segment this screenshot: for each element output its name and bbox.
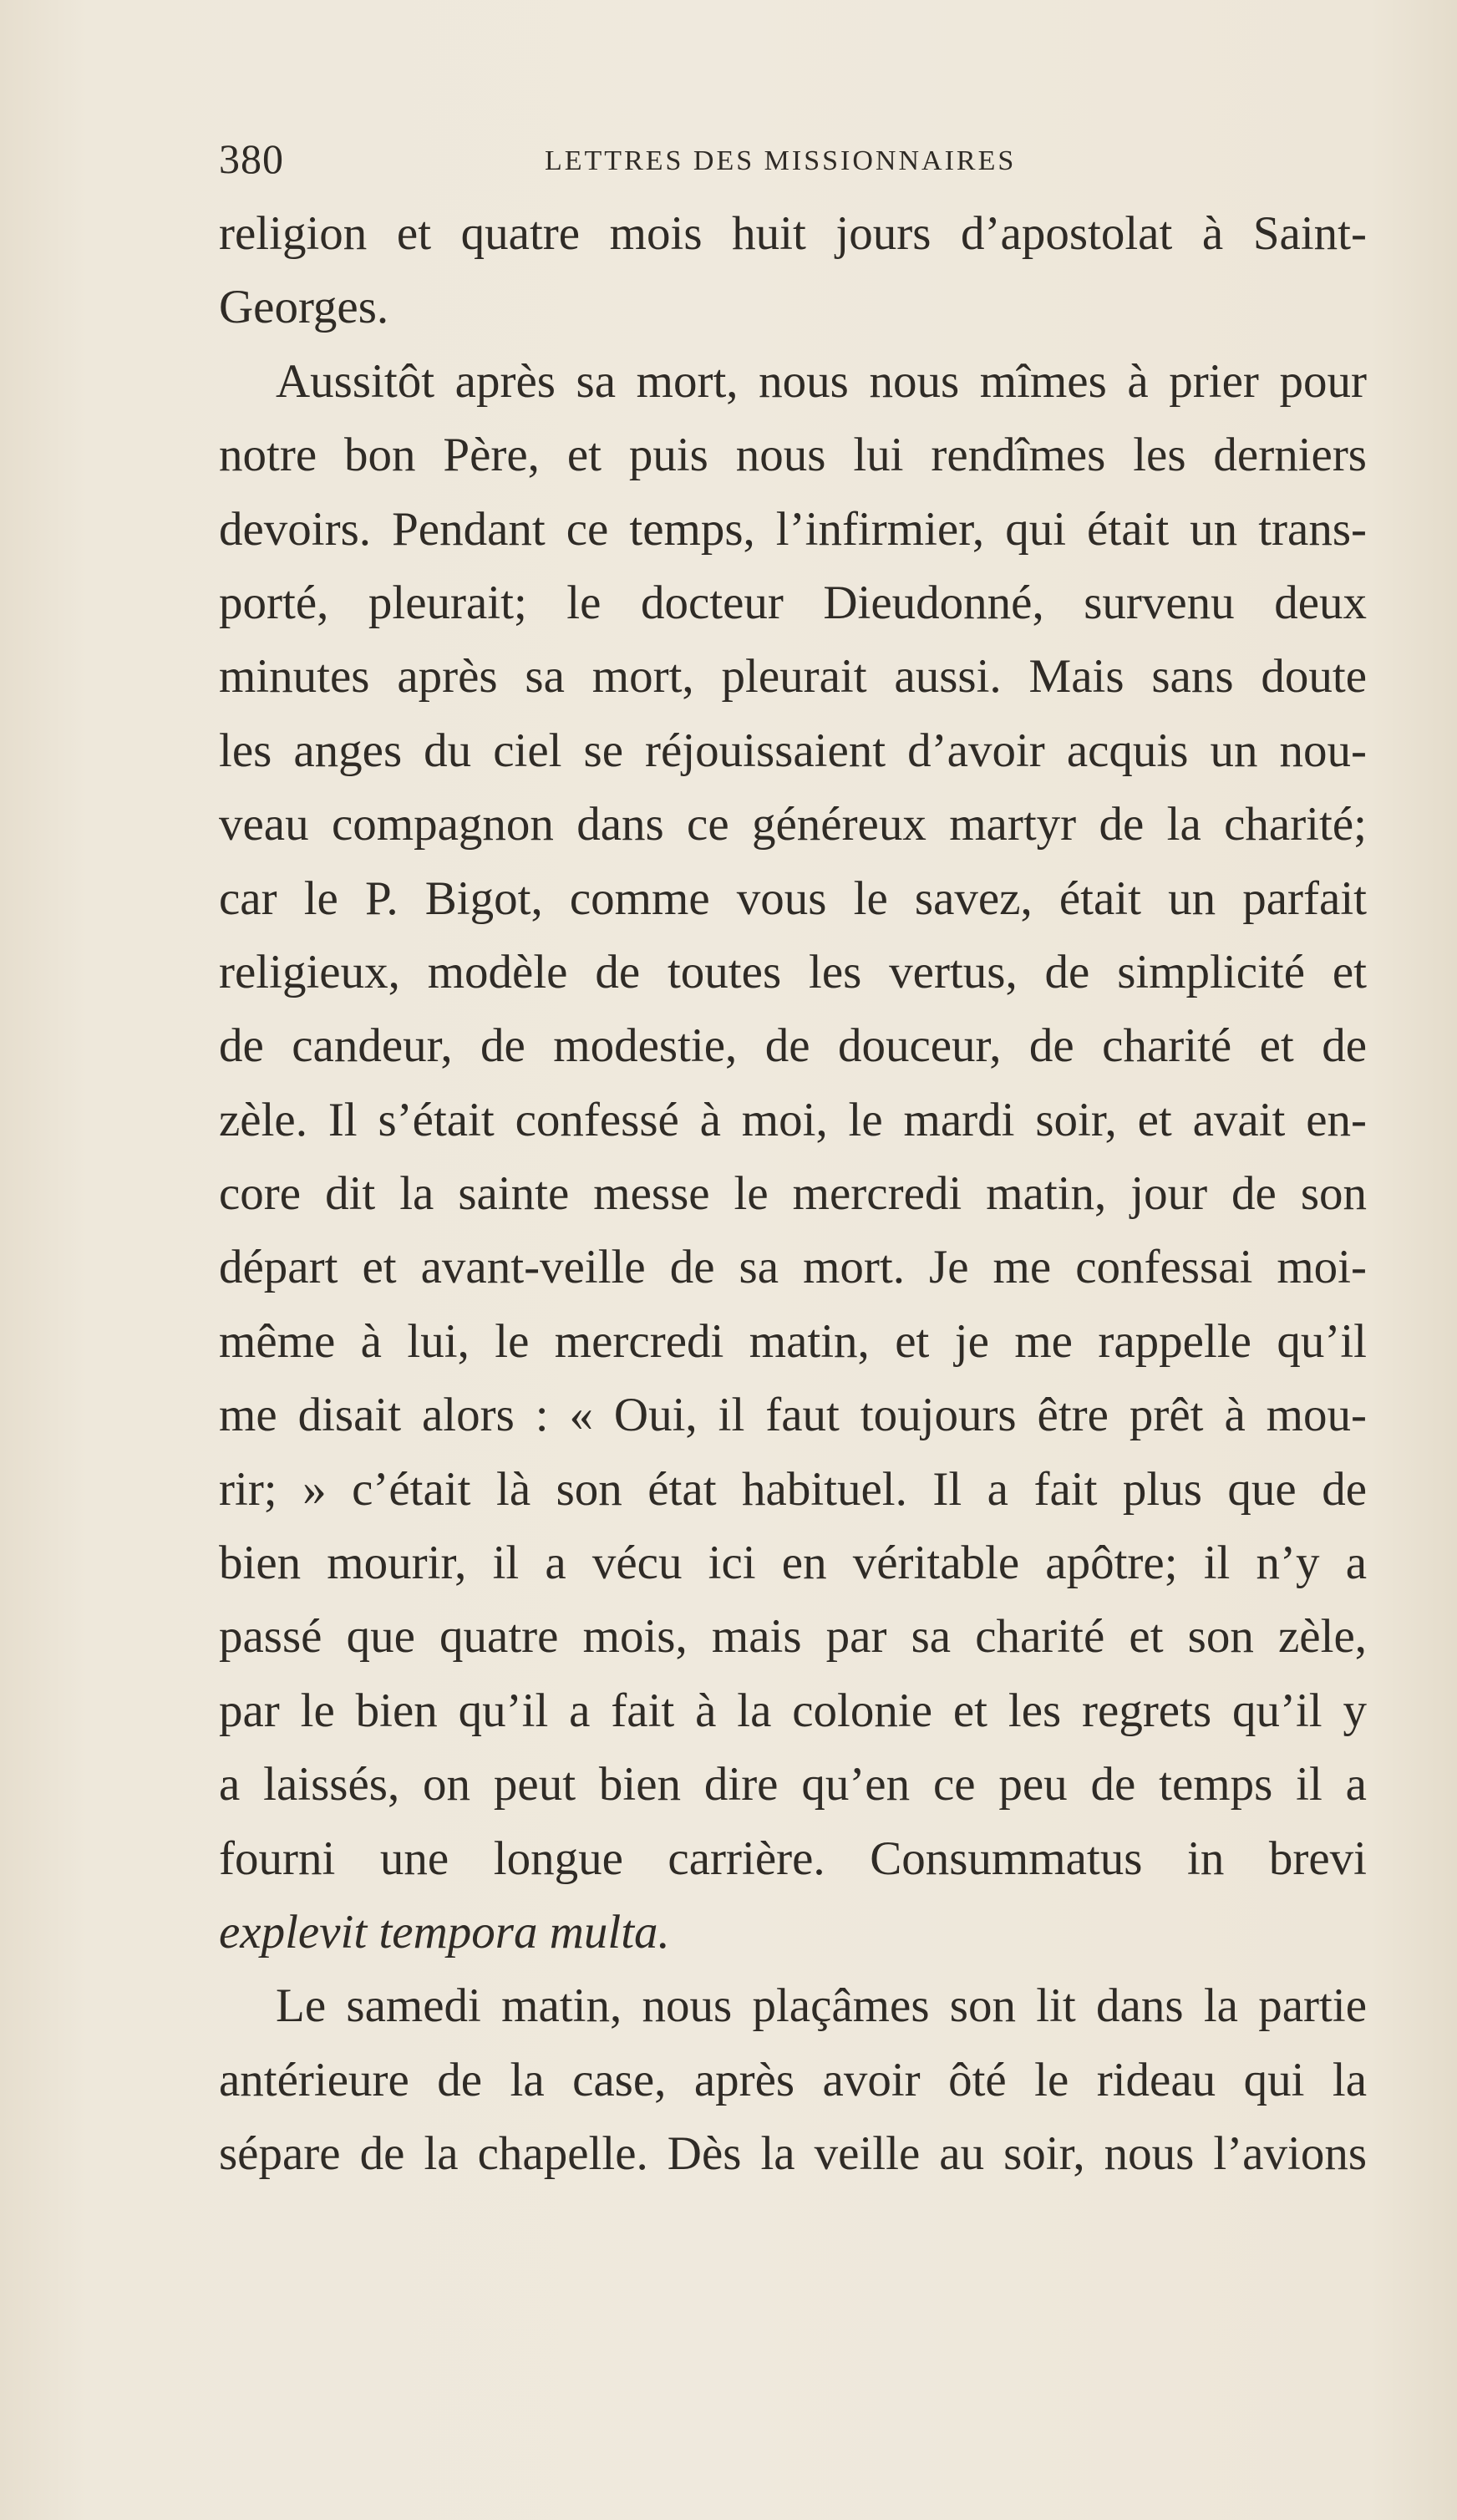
text-line: antérieure de la case, après avoir ôté le rideau qui la bbox=[219, 2053, 1367, 2106]
text-line: les anges du ciel se réjouissaient d’avoir acquis un nou- bbox=[219, 724, 1367, 777]
page-header bbox=[219, 134, 1367, 184]
text-line: passé que quatre mois, mais par sa charité et son zèle, bbox=[219, 1610, 1367, 1664]
text-line: porté, pleurait; le docteur Dieudonné, survenu deux bbox=[219, 576, 1367, 629]
page-number: 380 bbox=[219, 135, 284, 182]
text-line: explevit tempora multa. bbox=[219, 1905, 670, 1959]
text-line: par le bien qu’il a fait à la colonie et les regrets qu’il y bbox=[219, 1684, 1367, 1737]
text-line: sépare de la chapelle. Dès la veille au soir, nous l’avions bbox=[219, 2127, 1367, 2181]
text-line: religieux, modèle de toutes les vertus, de simplicité et bbox=[219, 945, 1367, 998]
text-line: car le P. Bigot, comme vous le savez, était un parfait bbox=[219, 871, 1367, 925]
text-line: Aussitôt après sa mort, nous nous mîmes à prier pour bbox=[276, 354, 1367, 408]
text-line: veau compagnon dans ce généreux martyr de la charité; bbox=[219, 798, 1367, 851]
text-line: Georges. bbox=[219, 281, 389, 334]
text-line: bien mourir, il a vécu ici en véritable apôtre; il n’y a bbox=[219, 1537, 1367, 1590]
text-line: Le samedi matin, nous plaçâmes son lit dans la partie bbox=[276, 1979, 1367, 2033]
text-line: rir; » c’était là son état habituel. Il a fait plus que de bbox=[219, 1462, 1367, 1516]
text-line: religion et quatre mois huit jours d’apostolat à Saint- bbox=[219, 207, 1367, 260]
running-title: LETTRES DES MISSIONNAIRES bbox=[545, 145, 1017, 176]
text-line: de candeur, de modestie, de douceur, de charité et de bbox=[219, 1019, 1367, 1073]
text-line: minutes après sa mort, pleurait aussi. Mais sans doute bbox=[219, 650, 1367, 704]
text-line: me disait alors : « Oui, il faut toujours être prêt à mou- bbox=[219, 1389, 1367, 1442]
text-line: départ et avant-veille de sa mort. Je me confessai moi- bbox=[219, 1241, 1367, 1294]
text-line: fourni une longue carrière. Consummatus in brevi bbox=[219, 1832, 1367, 1885]
text-line: a laissés, on peut bien dire qu’en ce peu de temps il a bbox=[219, 1758, 1367, 1811]
body-text bbox=[219, 197, 1367, 2192]
text-line: devoirs. Pendant ce temps, l’infirmier, qui était un trans- bbox=[219, 502, 1367, 556]
text-line: même à lui, le mercredi matin, et je me rappelle qu’il bbox=[219, 1314, 1367, 1368]
text-line: core dit la sainte messe le mercredi matin, jour de son bbox=[219, 1167, 1367, 1221]
text-line: notre bon Père, et puis nous lui rendîmes les derniers bbox=[219, 429, 1367, 482]
text-line: zèle. Il s’était confessé à moi, le mardi soir, et avait en- bbox=[219, 1093, 1367, 1146]
